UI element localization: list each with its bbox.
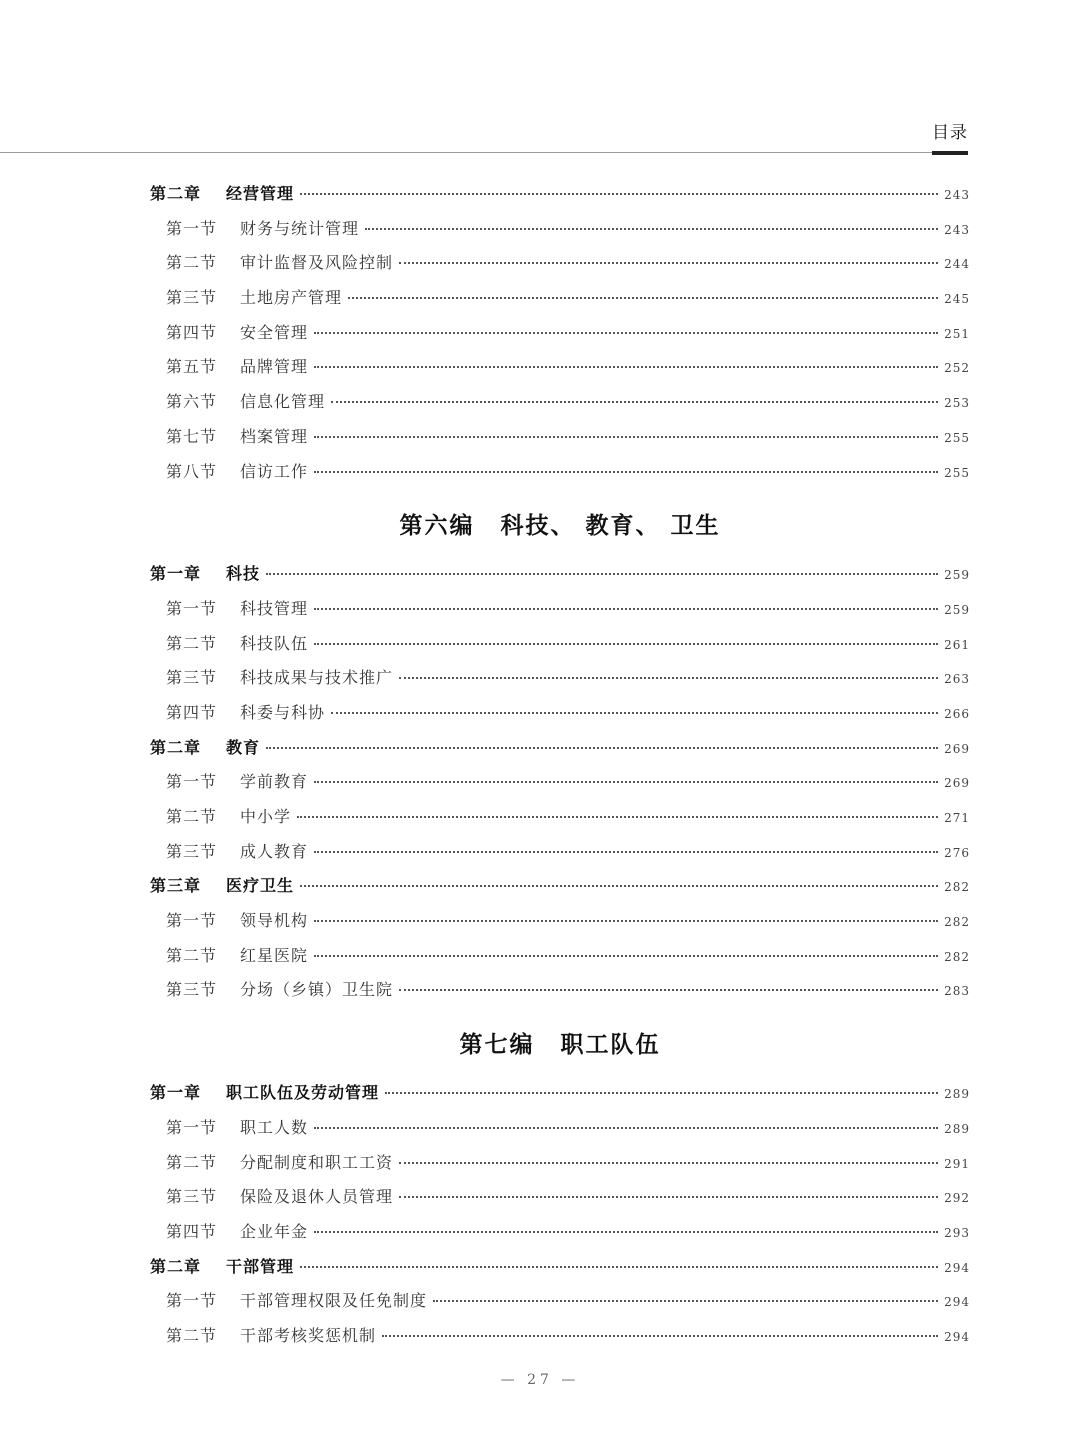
section-number: 第六节 (166, 392, 218, 412)
page-ref: 293 (944, 1225, 970, 1240)
chapter-title: 医疗卫生 (226, 876, 295, 896)
page-ref: 243 (944, 188, 970, 202)
page-ref: 255 (944, 465, 970, 480)
section-title: 信息化管理 (240, 392, 326, 412)
page-number: — 27 — (500, 1372, 580, 1388)
section-number: 第四节 (166, 322, 218, 342)
page-ref: 255 (944, 430, 970, 445)
page-ref: 294 (944, 1260, 970, 1275)
toc-section-entry[interactable] (150, 1111, 970, 1146)
toc-section-entry[interactable] (150, 904, 970, 939)
page-ref: 253 (944, 396, 970, 411)
part-title: 职工队伍 (560, 1030, 661, 1058)
toc-section-entry[interactable] (150, 800, 970, 835)
dot-leader (433, 1300, 938, 1302)
toc-section-entry[interactable] (150, 420, 970, 455)
dot-leader (266, 747, 938, 749)
section-number: 第三节 (166, 980, 218, 1000)
toc-section-entry[interactable] (150, 592, 970, 627)
section-number: 第二节 (166, 945, 218, 965)
section-title: 品牌管理 (240, 357, 309, 377)
dot-leader (399, 989, 938, 991)
section-title: 分场（乡镇）卫生院 (240, 980, 394, 1000)
page-ref: 244 (944, 257, 970, 272)
dot-leader (314, 1231, 938, 1233)
page-ref: 276 (944, 845, 970, 860)
section-number: 第四节 (166, 702, 218, 722)
section-number: 第七节 (166, 426, 218, 446)
toc-chapter-entry[interactable] (150, 177, 970, 212)
page-ref: 245 (944, 292, 970, 307)
header-accent-mark (932, 151, 968, 155)
table-of-contents (150, 177, 970, 1354)
dot-leader (314, 471, 938, 473)
section-title: 学前教育 (240, 772, 309, 792)
toc-section-entry[interactable] (150, 212, 970, 247)
part-number: 第六编 (399, 511, 475, 539)
section-title: 科技队伍 (240, 633, 309, 653)
section-title: 干部考核奖惩机制 (240, 1325, 377, 1345)
page-ref: 269 (944, 776, 970, 791)
section-number: 第二节 (166, 1325, 218, 1345)
toc-section-entry[interactable] (150, 455, 970, 490)
part-number: 第七编 (459, 1030, 535, 1058)
dot-leader (348, 297, 938, 299)
part-title: 科技、 教育、 卫生 (500, 511, 721, 539)
section-number: 第五节 (166, 357, 218, 377)
toc-section-entry[interactable] (150, 939, 970, 974)
dot-leader (382, 1335, 938, 1337)
page-ref: 282 (944, 949, 970, 964)
section-number: 第三节 (166, 668, 218, 688)
dot-leader (314, 608, 938, 610)
dot-leader (399, 262, 938, 264)
dot-leader (365, 228, 938, 230)
page-ref: 282 (944, 880, 970, 895)
chapter-title: 职工队伍及劳动管理 (226, 1083, 380, 1103)
toc-section-entry[interactable] (150, 973, 970, 1008)
chapter-title: 干部管理 (226, 1256, 295, 1276)
dot-leader (399, 1196, 938, 1198)
chapter-number: 第三章 (150, 876, 202, 896)
chapter-number: 第一章 (150, 1083, 202, 1103)
section-title: 领导机构 (240, 911, 309, 931)
toc-chapter-entry[interactable] (150, 869, 970, 904)
section-title: 土地房产管理 (240, 288, 343, 308)
chapter-title: 教育 (226, 737, 261, 757)
section-title: 干部管理权限及任免制度 (240, 1291, 428, 1311)
section-title: 信访工作 (240, 461, 309, 481)
section-number: 第八节 (166, 461, 218, 481)
header-rule (0, 152, 968, 153)
dot-leader (314, 366, 938, 368)
toc-section-entry[interactable] (150, 765, 970, 800)
page-ref: 292 (944, 1191, 970, 1206)
section-number: 第三节 (166, 841, 218, 861)
dot-leader (314, 955, 938, 957)
dot-leader (331, 401, 938, 403)
dot-leader (314, 643, 938, 645)
page-ref: 283 (944, 984, 970, 999)
section-number: 第一节 (166, 1117, 218, 1137)
section-number: 第一节 (166, 598, 218, 618)
page-ref: 294 (944, 1329, 970, 1344)
toc-section-entry[interactable] (150, 835, 970, 870)
dot-leader (385, 1092, 938, 1094)
page-ref: 259 (944, 568, 970, 583)
page-ref: 266 (944, 706, 970, 721)
part-heading (150, 1008, 970, 1076)
dot-leader (314, 332, 938, 334)
toc-section-entry[interactable] (150, 350, 970, 385)
page-ref: 289 (944, 1121, 970, 1136)
page-header-title: 目录 (932, 123, 968, 143)
section-title: 企业年金 (240, 1221, 309, 1241)
dot-leader (314, 436, 938, 438)
chapter-number: 第二章 (150, 737, 202, 757)
section-title: 档案管理 (240, 426, 309, 446)
page-ref: 294 (944, 1295, 970, 1310)
toc-section-entry[interactable] (150, 385, 970, 420)
toc-chapter-entry[interactable] (150, 557, 970, 592)
page-ref: 261 (944, 637, 970, 652)
chapter-number: 第二章 (150, 1256, 202, 1276)
toc-section-entry[interactable] (150, 627, 970, 662)
dot-leader (399, 1162, 938, 1164)
page-ref: 259 (944, 602, 970, 617)
dot-leader (314, 851, 938, 853)
toc-section-entry[interactable] (150, 1146, 970, 1181)
dot-leader (314, 781, 938, 783)
section-title: 财务与统计管理 (240, 218, 360, 238)
toc-section-entry[interactable] (150, 1180, 970, 1215)
section-title: 审计监督及风险控制 (240, 253, 394, 273)
section-title: 安全管理 (240, 322, 309, 342)
section-number: 第一节 (166, 218, 218, 238)
section-title: 分配制度和职工工资 (240, 1152, 394, 1172)
toc-chapter-entry[interactable] (150, 1250, 970, 1285)
dot-leader (300, 193, 938, 195)
section-title: 中小学 (240, 807, 292, 826)
section-title: 成人教育 (240, 841, 309, 861)
toc-section-entry[interactable] (150, 281, 970, 316)
chapter-title: 经营管理 (226, 184, 295, 203)
section-number: 第一节 (166, 1291, 218, 1311)
section-number: 第二节 (166, 807, 218, 826)
dot-leader (266, 573, 938, 575)
dot-leader (399, 677, 938, 679)
dot-leader (314, 1127, 938, 1129)
chapter-number: 第二章 (150, 184, 202, 203)
page-ref: 252 (944, 361, 970, 376)
page-ref: 263 (944, 672, 970, 687)
chapter-number: 第一章 (150, 564, 202, 584)
page-ref: 291 (944, 1156, 970, 1171)
section-number: 第四节 (166, 1221, 218, 1241)
section-title: 职工人数 (240, 1117, 309, 1137)
section-number: 第二节 (166, 1152, 218, 1172)
dot-leader (314, 920, 938, 922)
section-title: 科技成果与技术推广 (240, 668, 394, 688)
section-number: 第二节 (166, 253, 218, 273)
toc-section-entry[interactable] (150, 696, 970, 731)
section-title: 红星医院 (240, 945, 309, 965)
section-number: 第三节 (166, 1187, 218, 1207)
page-ref: 251 (944, 326, 970, 341)
page-ref: 269 (944, 741, 970, 756)
section-number: 第三节 (166, 288, 218, 308)
part-heading (150, 489, 970, 557)
dot-leader (297, 816, 938, 818)
toc-section-entry[interactable] (150, 1319, 970, 1354)
toc-chapter-entry[interactable] (150, 731, 970, 766)
toc-section-entry[interactable] (150, 661, 970, 696)
toc-section-entry[interactable] (150, 246, 970, 281)
section-title: 科委与科协 (240, 702, 326, 722)
section-title: 保险及退休人员管理 (240, 1187, 394, 1207)
dot-leader (300, 885, 938, 887)
dot-leader (300, 1266, 938, 1268)
chapter-title: 科技 (226, 564, 261, 584)
page-ref: 271 (944, 811, 970, 825)
dot-leader (331, 712, 938, 714)
toc-section-entry[interactable] (150, 1284, 970, 1319)
section-number: 第一节 (166, 772, 218, 792)
page-ref: 243 (944, 222, 970, 237)
section-number: 第一节 (166, 911, 218, 931)
toc-section-entry[interactable] (150, 316, 970, 351)
page-ref: 289 (944, 1087, 970, 1102)
page-ref: 282 (944, 915, 970, 930)
section-title: 科技管理 (240, 598, 309, 618)
toc-chapter-entry[interactable] (150, 1076, 970, 1111)
section-number: 第二节 (166, 633, 218, 653)
toc-section-entry[interactable] (150, 1215, 970, 1250)
